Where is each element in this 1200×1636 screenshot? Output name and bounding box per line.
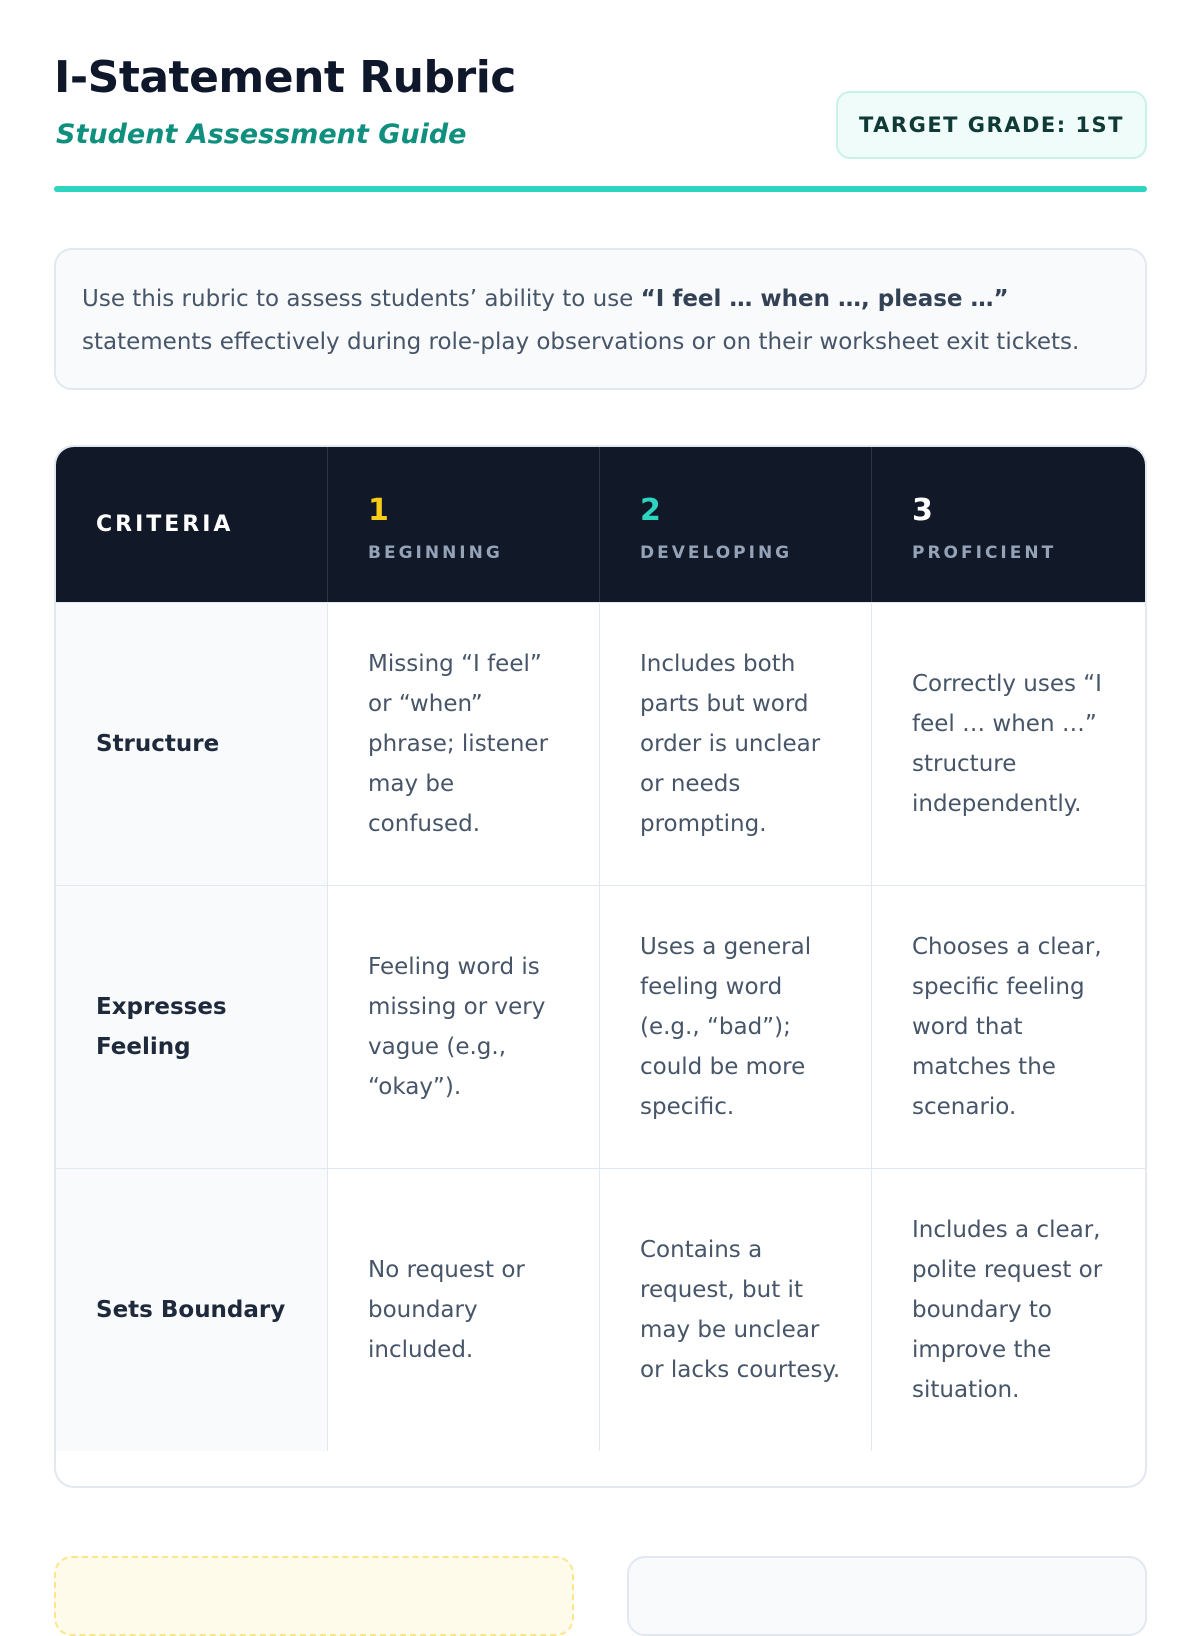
page-header	[54, 0, 1147, 190]
rubric-cell-beginning: No request or boundary included.	[328, 1169, 600, 1451]
level-name: DEVELOPING	[640, 543, 793, 563]
rubric-cell-developing: Contains a request, but it may be unclear or lacks courtesy.	[600, 1169, 872, 1451]
level-name: BEGINNING	[368, 543, 503, 563]
level-number: 3	[912, 493, 933, 528]
rubric-row-expresses-feeling	[56, 885, 1145, 1168]
rubric-cell-beginning: Missing “I feel” or “when” phrase; listener may be confused.	[328, 603, 600, 885]
criteria-header: CRITERIA	[96, 512, 234, 537]
level-header-beginning	[328, 447, 600, 602]
rubric-header-row	[56, 447, 1145, 602]
rubric-cell-developing: Uses a general feeling word (e.g., “bad”); could be more specific.	[600, 886, 872, 1168]
intro-emphasis: “I feel … when …, please …”	[640, 286, 1009, 312]
rubric-row-structure	[56, 602, 1145, 885]
intro-text-before: Use this rubric to assess students’ ability to use	[82, 286, 641, 312]
target-grade-badge: TARGET GRADE: 1ST	[836, 91, 1147, 159]
criteria-header-cell	[56, 447, 328, 602]
intro-text-after: statements effectively during role-play observations or on their worksheet exit tickets.	[82, 329, 1080, 355]
page-title: I-Statement Rubric	[54, 52, 516, 103]
level-name: PROFICIENT	[912, 543, 1057, 563]
header-divider	[54, 186, 1147, 192]
info-box	[627, 1556, 1147, 1636]
level-number: 1	[368, 493, 389, 528]
rubric-row-sets-boundary	[56, 1168, 1145, 1451]
notes-box-dashed	[54, 1556, 574, 1636]
criterion-label: Expresses Feeling	[56, 886, 328, 1168]
rubric-cell-beginning: Feeling word is missing or very vague (e.g., “okay”).	[328, 886, 600, 1168]
rubric-cell-proficient: Chooses a clear, specific feeling word that matches the scenario.	[912, 934, 1102, 1120]
rubric-cell-proficient: Correctly uses “I feel … when …” structure independently.	[912, 671, 1102, 817]
criterion-label: Sets Boundary	[56, 1169, 328, 1451]
level-number: 2	[640, 493, 661, 528]
rubric-table	[54, 445, 1147, 1488]
level-header-developing	[600, 447, 872, 602]
level-header-proficient	[872, 447, 1145, 602]
criterion-label: Structure	[56, 603, 328, 885]
rubric-page	[54, 0, 1147, 1403]
intro-box	[54, 248, 1147, 390]
rubric-cell-developing: Includes both parts but word order is unclear or needs prompting.	[600, 603, 872, 885]
rubric-cell-proficient: Includes a clear, polite request or boundary to improve the situation.	[912, 1217, 1103, 1403]
page-subtitle: Student Assessment Guide	[56, 119, 467, 150]
